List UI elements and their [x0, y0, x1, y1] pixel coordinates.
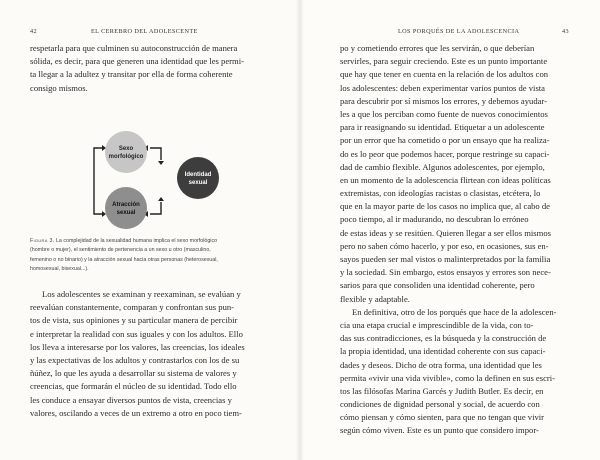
text-line: En definitiva, otro de los porqués que hace de la adolescen- [352, 306, 557, 317]
text-line: cómo piensan y cómo sienten, para que no tengan que vivir [340, 412, 545, 423]
text-line: sólida, es decir, para que generen una identidad que les permi- [30, 56, 244, 67]
text-line: consigo mismos. [30, 82, 88, 93]
text-line: que en la mayor parte de los casos no implica que, al cabo de [340, 201, 550, 212]
text-line: según cómo viven. Este es un punto que considero impor- [340, 425, 539, 436]
caption-text: La complejidad de la sexualidad humana implica el sexo morfológico [55, 238, 218, 244]
node-identidad-sexual [177, 157, 219, 199]
label-atraccion-2: sexual [116, 210, 136, 216]
text-line: los lleva a interesarse por los valores, las creencias, los ideales [30, 341, 245, 352]
text-line: los adolescentes: deben experimentar varios puntos de vista [340, 82, 545, 93]
text-line: de estas ideas y se resitúen. Quieren llegar a ser ellos mismos [340, 227, 551, 238]
text-line: les a que los perciban como fuente de nuevos conocimientos [340, 108, 548, 119]
right-running-head: LOS PORQUÉS DE LA ADOLESCENCIA [398, 28, 520, 35]
text-line: ñúñez, lo que les ayuda a desarrollar su sistema de valores y [30, 368, 237, 379]
text-line: condiciones de dignidad personal y social, de acuerdo con [340, 399, 540, 410]
text-line: y las expectativas de los adultos y contrastarlos con los de su [30, 354, 240, 365]
caption-line: (hombre o mujer), el sentimiento de pertenencia a un sexo u otro (masculino, [30, 247, 211, 254]
arrow-sexo-identidad [150, 148, 161, 160]
text-line: tos de vista, sus opiniones y su particular manera de percibir [30, 315, 238, 326]
caption-line: femenino o no binario) y la atracción sexual hacia otras personas (heterosexual, [30, 256, 218, 263]
text-line: Los adolescentes se examinan y reexaminan, se evalúan y [42, 289, 241, 299]
left-running-head: EL CEREBRO DEL ADOLESCENTE [91, 28, 198, 35]
text-line: reevalúan constantemente, comparan y confrontan sus pun- [30, 302, 235, 313]
sexuality-diagram [86, 130, 236, 230]
right-body-text [340, 42, 580, 438]
figure-caption [30, 237, 280, 274]
label-sexo-2: morfológico [108, 154, 144, 160]
text-line: tos las filósofas Marina Garcés y Judith Butler. Es decir, en [340, 385, 544, 396]
text-line: dades y deseos. Dicho de otra forma, una identidad que les [340, 359, 542, 370]
label-identidad-2: sexual [188, 180, 208, 186]
arrowhead [158, 161, 164, 165]
text-line: do es lo peor que podemos hacer, porque restringe su capaci- [340, 148, 550, 159]
text-line: que hay que tener en cuenta en la relación de los adultos con [340, 69, 549, 80]
label-atraccion-1: Atracción [112, 202, 140, 208]
text-line: en un momento de la adolescencia flirtean con ideas políticas [340, 174, 551, 185]
arrow-atraccion-identidad [150, 202, 161, 214]
text-line: permita «vivir una vida vivible», como la definen en sus escri- [340, 372, 556, 383]
figure-label: Figura 3. [30, 238, 55, 244]
right-page [300, 0, 600, 460]
text-line: y la sociedad. Sin embargo, estos ensayos y errores son nece- [340, 267, 551, 278]
text-line: la propia identidad, una identidad coherente con sus capaci- [340, 346, 546, 357]
text-line: respetarla para que culminen su autoconstrucción de manera [30, 43, 238, 53]
text-line: flexible y adaptable. [340, 293, 410, 304]
text-line: sayos pueden ser mal vistos o malinterpretados por la familia [340, 254, 551, 264]
arrow-left-bracket [94, 148, 102, 214]
arrowhead [158, 197, 164, 201]
right-page-number: 43 [562, 28, 569, 35]
text-line: creencias, que formarán el núcleo de su identidad. Todo ello [30, 381, 237, 392]
node-atraccion-sexual [105, 187, 147, 229]
caption-line [30, 237, 280, 246]
book-gutter [296, 0, 304, 460]
text-line: servirles, para seguir creciendo. Este es un punto importante [340, 56, 548, 67]
text-line: cia una etapa crucial e imprescindible de la vida, con to- [340, 319, 534, 330]
text-line: das sus contradicciones, es la búsqueda y la construcción de [340, 333, 547, 344]
text-line: dad de cambio flexible. Algunos adolescentes, por ejemplo, [340, 161, 545, 172]
text-line: para descubrir por sí mismos los errores, y debemos ayudar- [340, 95, 547, 106]
text-line: extremistas, con ideologías racistas o clasistas, etcétera, lo [340, 188, 541, 199]
text-line: por un error que ha cometido o por un ensayo que ha realiza- [340, 135, 550, 146]
text-line: valores, oscilando a veces de un extremo a otro en poco tiem- [30, 407, 242, 418]
label-identidad-1: Identidad [184, 172, 212, 178]
left-page-number: 42 [30, 28, 37, 35]
text-line: para ir reasignando su identidad. Etiquetar a un adolescente [340, 122, 545, 133]
text-line: pero no saben cómo hacerlo, y por eso, en ocasiones, sus en- [340, 240, 549, 251]
left-bottom-paragraph [30, 288, 274, 420]
label-sexo-1: Sexo [118, 146, 134, 152]
text-line: ta llegar a la adultez y transitar por ella de forma coherente [30, 69, 233, 80]
text-line: sarios para que consoliden una identidad coherente, pero [340, 280, 535, 291]
text-line: poco tiempo, al ir madurando, no descubran lo erróneo [340, 214, 529, 225]
left-top-paragraph [30, 42, 274, 95]
caption-line: homosexual, bisexual...). [30, 265, 89, 272]
text-line: po y cometiendo errores que les servirán, o que deberían [340, 43, 535, 53]
text-line: les conduce a ensayar diversos puntos de vista, creencias y [30, 394, 232, 405]
text-line: e interpretar la realidad con sus iguales y con los adultos. Ello [30, 328, 243, 339]
node-sexo-morfologico [105, 131, 147, 173]
